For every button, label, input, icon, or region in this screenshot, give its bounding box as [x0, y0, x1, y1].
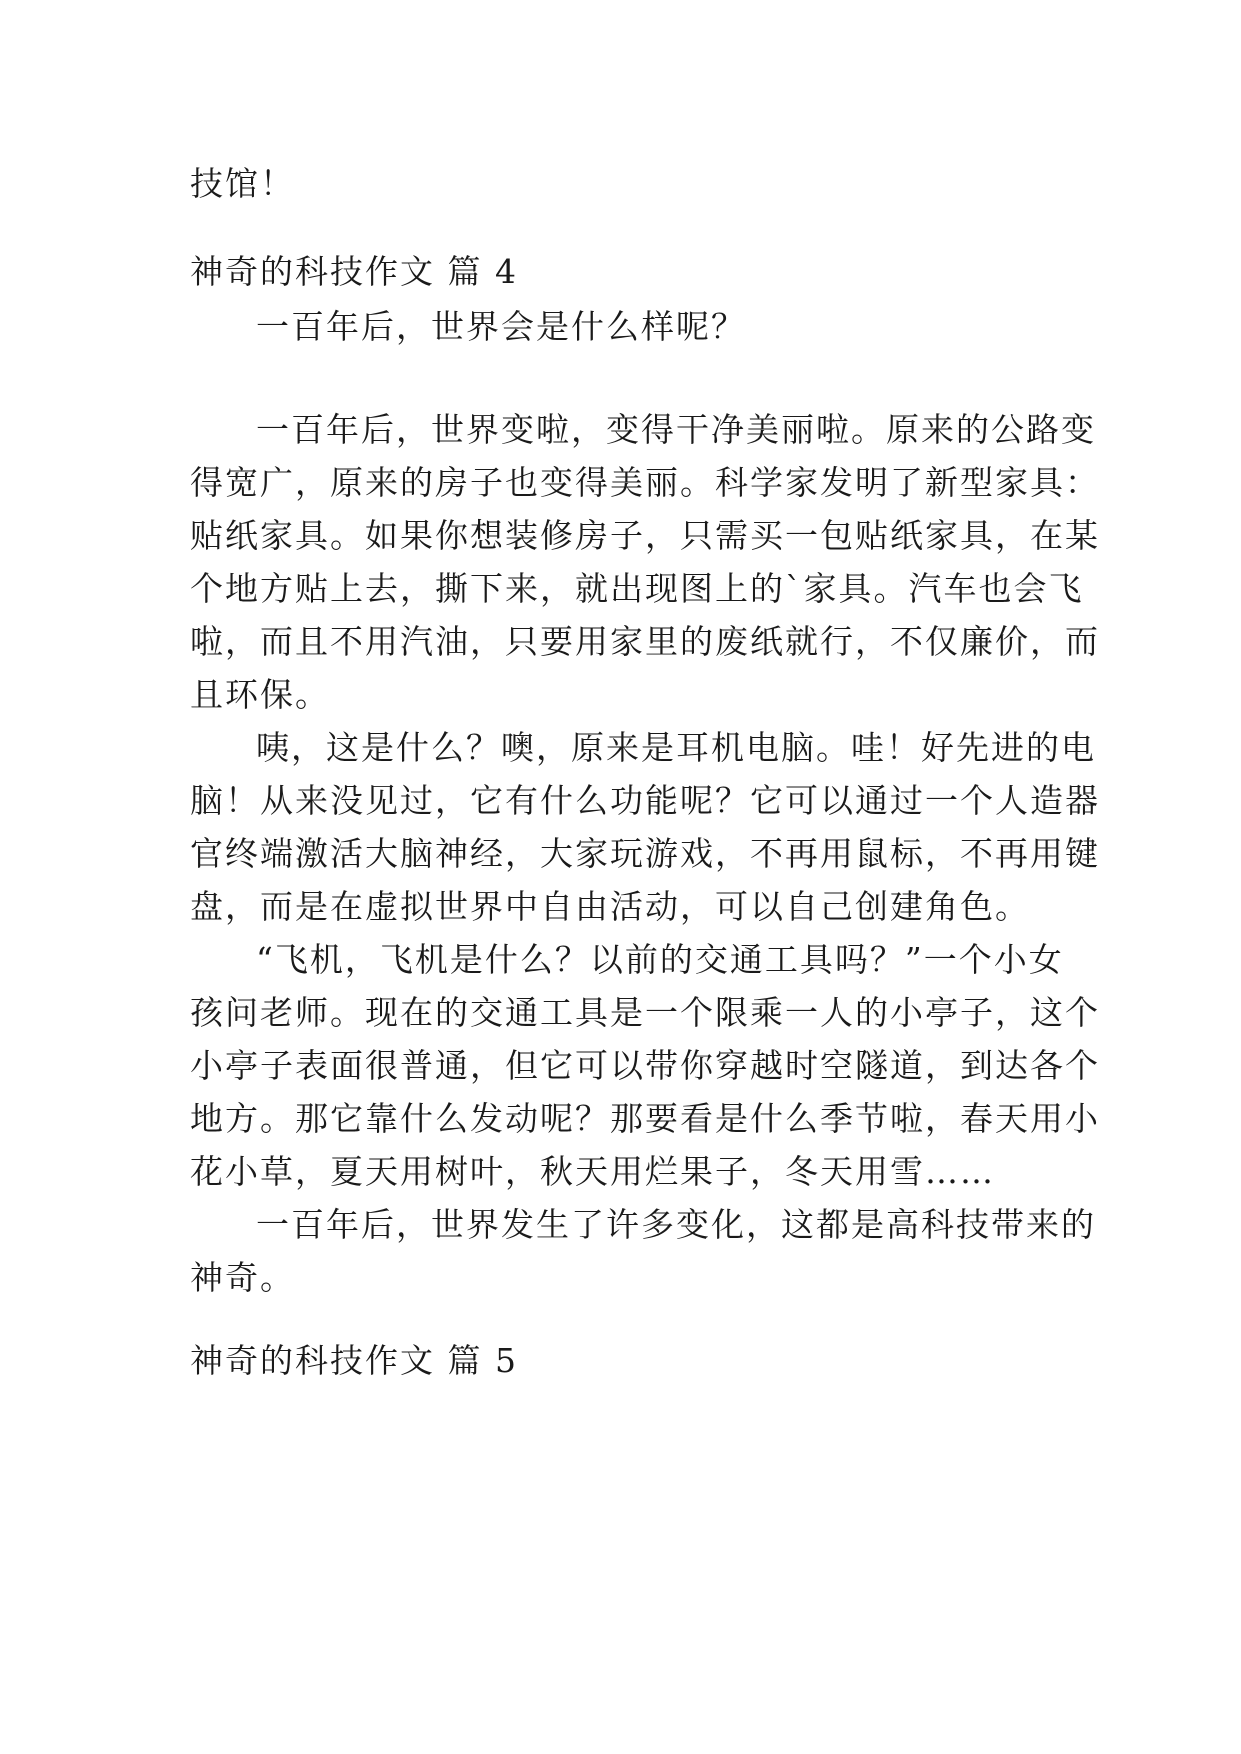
paragraph-3-line-2: 孩问老师。现在的交通工具是一个限乘一人的小亭子，这个 [190, 993, 1100, 1032]
section-4-heading: 神奇的科技作文 篇 4 [190, 252, 518, 291]
paragraph-2-line-3: 官终端激活大脑神经，大家玩游戏，不再用鼠标，不再用键 [190, 834, 1100, 873]
carryover-text: 技馆！ [190, 164, 295, 203]
paragraph-1-line-2: 得宽广，原来的房子也变得美丽。科学家发明了新型家具： [190, 463, 1100, 502]
paragraph-3-line-5: 花小草，夏天用树叶，秋天用烂果子，冬天用雪…… [190, 1152, 995, 1191]
section-4-question: 一百年后，世界会是什么样呢？ [256, 307, 746, 346]
paragraph-1-line-5: 啦，而且不用汽油，只要用家里的废纸就行，不仅廉价，而 [190, 622, 1100, 661]
paragraph-3-line-4: 地方。那它靠什么发动呢？那要看是什么季节啦，春天用小 [190, 1099, 1100, 1138]
section-5-heading: 神奇的科技作文 篇 5 [190, 1341, 518, 1380]
paragraph-3-line-1: “飞机，飞机是什么？以前的交通工具吗？”一个小女 [256, 940, 1064, 979]
paragraph-1-line-6: 且环保。 [190, 675, 330, 714]
paragraph-2-line-4: 盘，而是在虚拟世界中自由活动，可以自己创建角色。 [190, 887, 1030, 926]
paragraph-4-line-1: 一百年后，世界发生了许多变化，这都是高科技带来的 [256, 1205, 1096, 1244]
paragraph-3-line-3: 小亭子表面很普通，但它可以带你穿越时空隧道，到达各个 [190, 1046, 1100, 1085]
paragraph-4-line-2: 神奇。 [190, 1258, 295, 1297]
paragraph-1-line-1: 一百年后，世界变啦，变得干净美丽啦。原来的公路变 [256, 410, 1096, 449]
paragraph-1-line-3: 贴纸家具。如果你想装修房子，只需买一包贴纸家具，在某 [190, 516, 1100, 555]
paragraph-1-line-4: 个地方贴上去，撕下来，就出现图上的`家具。汽车也会飞 [190, 569, 1084, 608]
paragraph-2-line-2: 脑！从来没见过，它有什么功能呢？它可以通过一个人造器 [190, 781, 1100, 820]
paragraph-2-line-1: 咦，这是什么？噢，原来是耳机电脑。哇！好先进的电 [256, 728, 1096, 767]
